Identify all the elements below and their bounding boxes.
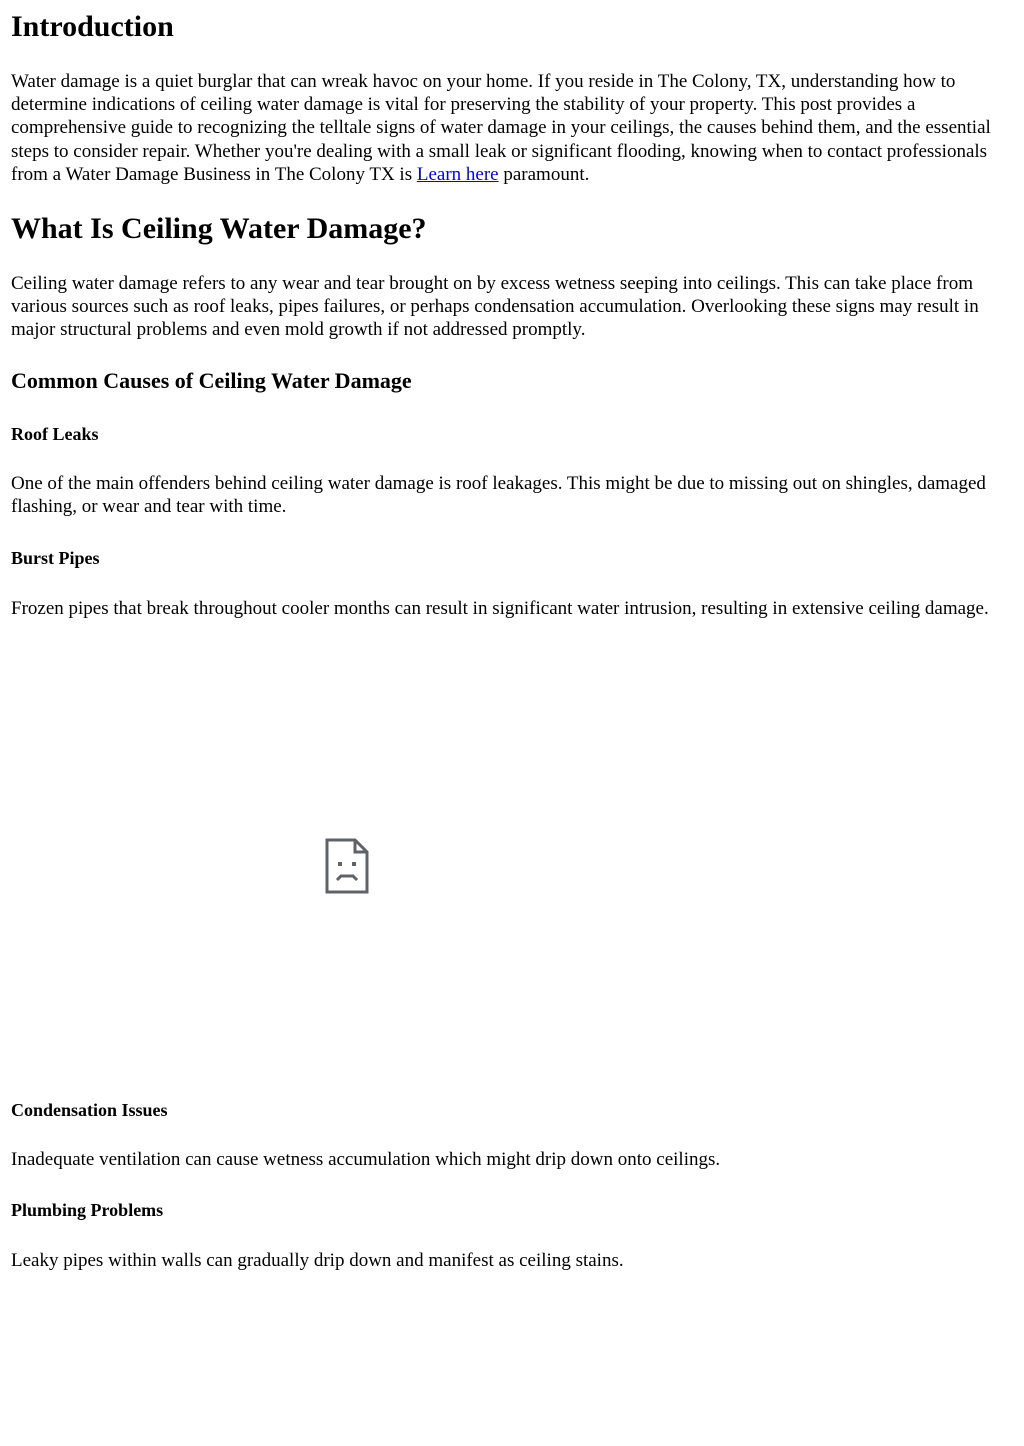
intro-text-after-link: paramount. bbox=[498, 163, 590, 185]
cause-text-plumbing: Leaky pipes within walls can gradually drip down and manifest as ceiling stains. bbox=[11, 1250, 624, 1271]
what-is-heading: What Is Ceiling Water Damage? bbox=[11, 212, 427, 245]
broken-image-icon bbox=[325, 838, 369, 894]
cause-text-condensation: Inadequate ventilation can cause wetness accumulation which might drip down onto ceilings. bbox=[11, 1149, 721, 1170]
cause-title-roof-leaks: Roof Leaks bbox=[11, 424, 99, 444]
cause-text-roof-leaks: One of the main offenders behind ceiling water damage is roof leakages. This might be due to missing out on shingles, damaged flashing, or wear and tear with time. bbox=[11, 473, 986, 518]
cause-text-burst-pipes: Frozen pipes that break throughout cooler months can result in significant water intrusion, resulting in extensive ceiling damage. bbox=[11, 598, 989, 619]
intro-paragraph bbox=[11, 70, 1017, 186]
what-is-paragraph: Ceiling water damage refers to any wear and tear brought on by excess wetness seeping into ceilings. This can take place from various sources such as roof leaks, pipes failures, or perhaps condensation accumulation. Overlooking these signs may result in major structural problems and even mold growth if not addressed promptly. bbox=[11, 273, 979, 341]
intro-heading: Introduction bbox=[11, 10, 174, 43]
intro-text-before-link: Water damage is a quiet burglar that can wreak havoc on your home. If you reside in The Colony, TX, understanding how to determine indications of ceiling water damage is vital for preserving the stability of your property. This post provides a comprehensive guide to recognizing the telltale signs of water damage in your ceilings, the causes behind them, and the essential steps to consider repair. Whether you're dealing with a small leak or significant flooding, knowing when to contact professionals from a Water Damage Business in The Colony TX is bbox=[11, 71, 991, 185]
cause-title-plumbing: Plumbing Problems bbox=[11, 1200, 164, 1220]
causes-heading: Common Causes of Ceiling Water Damage bbox=[11, 368, 412, 393]
cause-title-burst-pipes: Burst Pipes bbox=[11, 548, 100, 568]
learn-here-link[interactable]: Learn here bbox=[416, 163, 499, 185]
cause-title-condensation: Condensation Issues bbox=[11, 1100, 168, 1120]
